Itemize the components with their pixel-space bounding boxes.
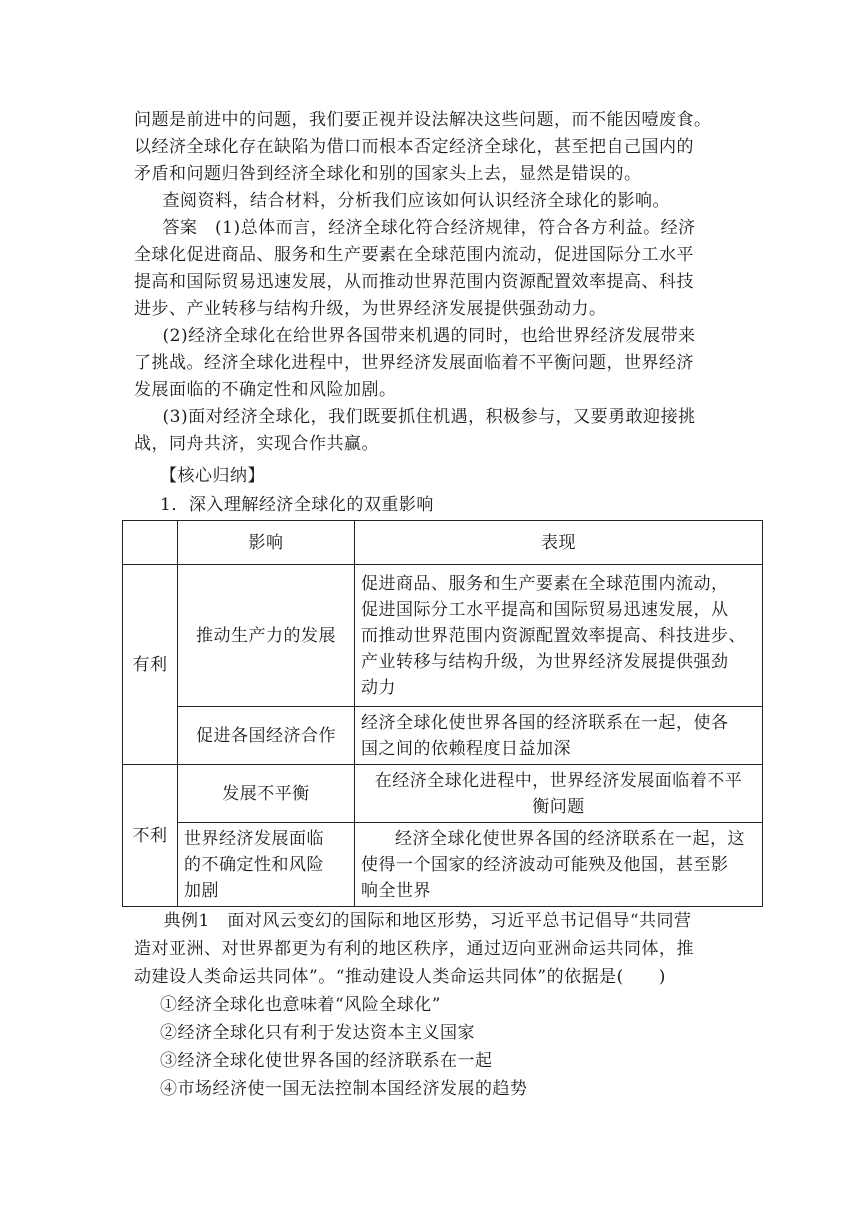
intro-line: 以经济全球化存在缺陷为借口而根本否定经济全球化，甚至把自己国内的 xyxy=(134,137,694,157)
impact-cell: 促进各国经济合作 xyxy=(178,707,355,765)
answer-line: 发展面临的不确定性和风险加剧。 xyxy=(134,380,397,400)
manifestation-cell xyxy=(355,565,763,707)
option-3: ③经济全球化使世界各国的经济联系在一起 xyxy=(160,1051,493,1071)
manifestation-line: 国之间的依赖程度日益加深 xyxy=(361,738,571,759)
impact-cell xyxy=(178,823,355,907)
impact-cell: 推动生产力的发展 xyxy=(178,565,355,707)
manifestation-line: 衡问题 xyxy=(532,796,585,817)
header-impact: 影响 xyxy=(178,521,355,565)
answer-line: 了挑战。经济全球化进程中，世界经济发展面临着不平衡问题，世界经济 xyxy=(134,353,694,373)
answer-line: (3)面对经济全球化，我们既要抓住机遇，积极参与，又要勇敢迎接挑 xyxy=(145,407,696,427)
table-row xyxy=(123,707,763,765)
example-line: 造对亚洲、对世界都更为有利的地区秩序，通过迈向亚洲命运共同体，推 xyxy=(134,939,694,959)
option-1: ①经济全球化也意味着“风险全球化” xyxy=(160,995,441,1015)
favorable-label: 有利 xyxy=(123,565,178,765)
answer-line: 战，同舟共济，实现合作共赢。 xyxy=(134,434,379,454)
question-line: 查阅资料，结合材料，分析我们应该如何认识经济全球化的影响。 xyxy=(145,191,670,211)
impact-table xyxy=(122,520,763,907)
impact-line: 世界经济发展面临 xyxy=(184,828,324,849)
manifestation-line: 促进商品、服务和生产要素在全球范围内流动， xyxy=(361,573,729,594)
table-row xyxy=(123,565,763,707)
impact-cell: 发展不平衡 xyxy=(178,765,355,823)
manifestation-line: 经济全球化使世界各国的经济联系在一起，使各 xyxy=(361,712,729,733)
impact-line: 加剧 xyxy=(184,880,219,901)
answer-line: 答案 (1)总体而言，经济全球化符合经济规律，符合各方利益。经济 xyxy=(145,218,696,238)
example-line: 动建设人类命运共同体”。“推动建设人类命运共同体”的依据是( ) xyxy=(134,967,666,987)
manifestation-line: 产业转移与结构升级，为世界经济发展提供强劲 xyxy=(361,651,729,672)
impact-line: 的不确定性和风险 xyxy=(184,854,324,875)
manifestation-line: 促进国际分工水平提高和国际贸易迅速发展，从 xyxy=(361,599,729,620)
manifestation-line: 动力 xyxy=(361,677,396,698)
example-line: 典例1 面对风云变幻的国际和地区形势，习近平总书记倡导“共同营 xyxy=(146,911,692,931)
table-header-row xyxy=(123,521,763,565)
unfavorable-label: 不利 xyxy=(123,765,178,907)
answer-line: 全球化促进商品、服务和生产要素在全球范围内流动，促进国际分工水平 xyxy=(134,245,694,265)
subsection-heading: 1．深入理解经济全球化的双重影响 xyxy=(160,495,434,515)
manifestation-line: 使得一个国家的经济波动可能殃及他国，甚至影 xyxy=(361,854,729,875)
manifestation-line: 而推动世界范围内资源配置效率提高、科技进步、 xyxy=(361,625,746,646)
intro-line: 问题是前进中的问题，我们要正视并设法解决这些问题，而不能因噎废食。 xyxy=(134,110,712,130)
section-heading: 【核心归纳】 xyxy=(160,466,265,486)
manifestation-line: 经济全球化使世界各国的经济联系在一起，这 xyxy=(395,828,745,849)
table-row xyxy=(123,765,763,823)
table-row xyxy=(123,823,763,907)
manifestation-cell xyxy=(355,823,763,907)
option-2: ②经济全球化只有利于发达资本主义国家 xyxy=(160,1023,475,1043)
answer-line: 进步、产业转移与结构升级，为世界经济发展提供强劲动力。 xyxy=(134,299,607,319)
answer-line: 提高和国际贸易迅速发展，从而推动世界范围内资源配置效率提高、科技 xyxy=(134,272,694,292)
header-manifestation: 表现 xyxy=(355,521,763,565)
manifestation-line: 在经济全球化进程中，世界经济发展面临着不平 xyxy=(374,770,743,791)
answer-line: (2)经济全球化在给世界各国带来机遇的同时，也给世界经济发展带来 xyxy=(145,326,696,346)
manifestation-line: 响全世界 xyxy=(361,880,431,901)
intro-line: 矛盾和问题归咎到经济全球化和别的国家头上去，显然是错误的。 xyxy=(134,164,642,184)
table-corner-cell xyxy=(123,521,178,565)
manifestation-cell xyxy=(355,765,763,823)
option-4: ④市场经济使一国无法控制本国经济发展的趋势 xyxy=(160,1079,528,1099)
manifestation-cell xyxy=(355,707,763,765)
